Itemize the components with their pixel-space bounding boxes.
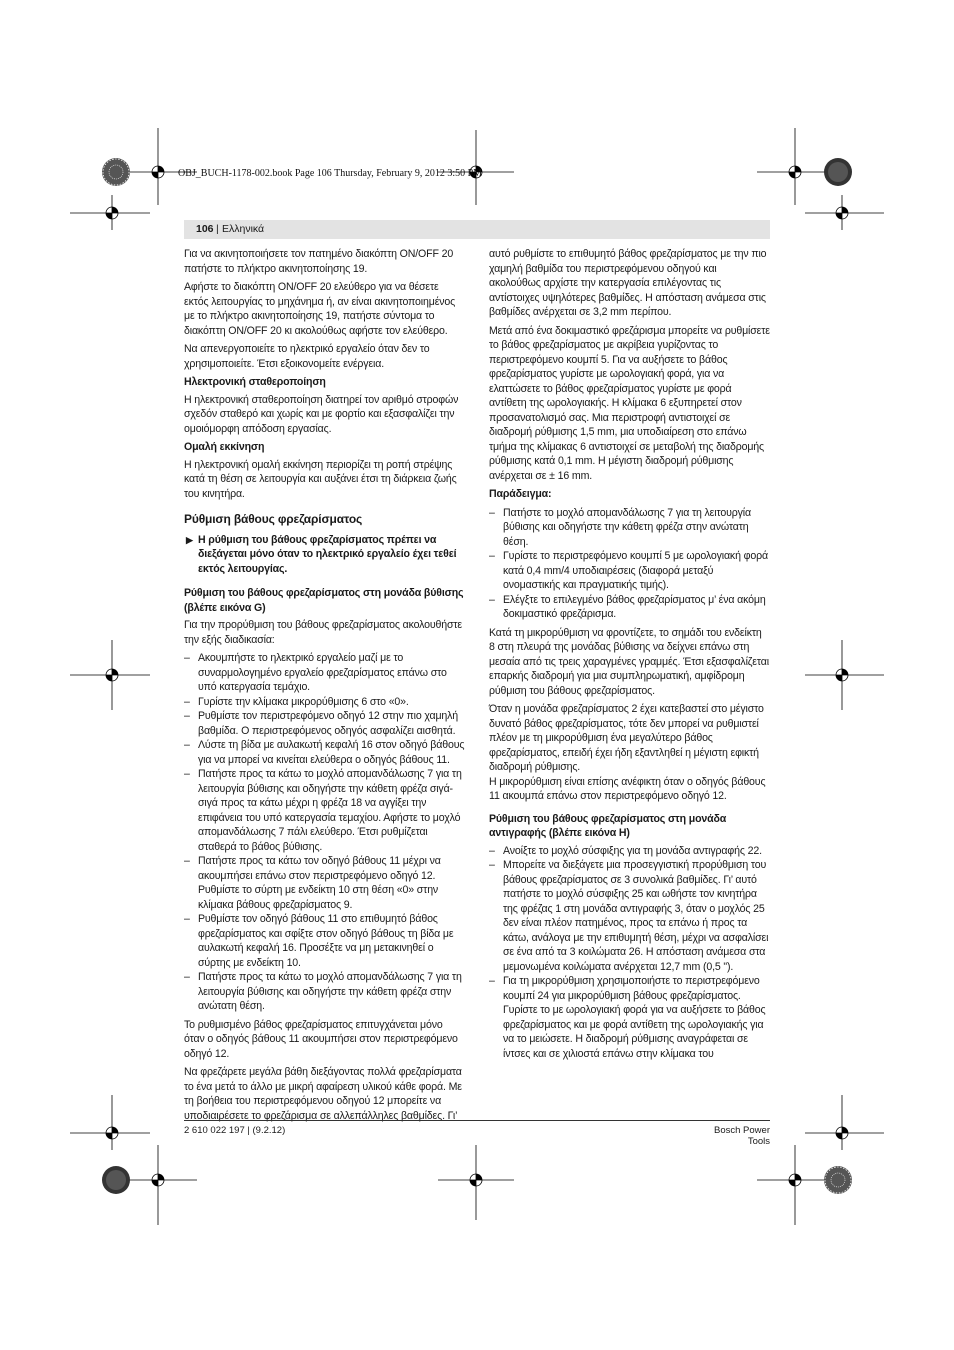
section-heading: Ρύθμιση του βάθους φρεζαρίσματος στη μονάδα αντιγραφής (βλέπε εικόνα H) [489,812,727,839]
file-header: OBJ_BUCH-1178-002.book Page 106 Thursday, February 9, 2012 3:50 PM [178,168,483,179]
paragraph: Μετά από ένα δοκιμαστικό φρεζάρισμα μπορείτε να ρυθμίσετε το βάθος φρεζαρίσματος με ακρίβεια γυρίζοντας το περιστρεφόμενο κουμπί 5. Για να αυξήσετε το βάθος φρεζαρίσματος γυρίστε με ωρολογιακή φορά, για να ελαττώσετε το βάθος φρεζαρίσματος γυρίστε με φορά αντίθετη της ωρολογιακής. Η κλίμακα 6 εξυπηρετεί στον προσανατολισμό σας. Μια περιστροφή αντιστοιχεί σε διαδρομή ρύθμισης 1,5 mm, μια υποδιαίρεση στο επάνω τμήμα της κλίμακας 6 αντιστοιχεί σε μεταβολή της διαδρομής ρύθμισης κατά 0,1 mm. Η μέγιστη διαδρομή ρύθμισης ανέρχεται σε ± 16 mm. [489,324,770,482]
list-item: – Ανοίξτε το μοχλό σύσφιξης για τη μονάδα αντιγραφής 22. [489,844,770,859]
page-header-bar [184,220,770,239]
list-item: – Πατήστε προς τα κάτω το μοχλό απομανδάλωσης 7 για τη λειτουργία βύθισης και οδηγήστε την κάθετη φρέζα σιγά-σιγά προς τα κάτω μέχρι η φρέζα 18 να αγγίξει την επιφάνεια του υπό κατεργασία τεμαχίου. Αφήστε το μοχλό απομανδάλωσης 7 πάλι ελεύθερο. Έτσι ρυθμίζεται σταθερά το βάθος βύθισης. [184,767,465,854]
paragraph: Κατά τη μικρορύθμιση να φροντίζετε, το σημάδι του ενδείκτη 8 στη πλευρά της μονάδας βύθισης να δείχνει επάνω στη μεσαία από τις τρεις χαραγμένες γραμμές. Έτσι εξασφαλίζεται επαρκής διαδρομή για μια συμπληρωματική, αμφίδρομη ρύθμιση του βάθους φρεζαρίσματος. [489,626,769,697]
list-item: – Πατήστε προς τα κάτω τον οδηγό βάθους 11 μέχρι να ακουμπήσει επάνω στον περιστρεφόμενο οδηγό 12. Ρυθμίστε το σύρτη με ενδείκτη 10 στη θέση «0» στην κλίμακα βάθους φρεζαρίσματος 9. [184,854,465,912]
step-list [184,651,465,1014]
paragraph: Η ηλεκτρονική ομαλή εκκίνηση περιορίζει τη ροπή στρέψης κατά τη θέση σε λειτουργία και αυξάνει έτσι τη διάρκεια ζωής του κινητήρα. [184,458,457,500]
paragraph: αυτό ρυθμίστε το επιθυμητό βάθος φρεζαρίσματος με την πιο χαμηλή βαθμίδα του περιστρεφόμενου οδηγού και ακολούθως αρχίστε την κατεργασία επιλέγοντας τις αντίστοιχες υψηλότερες βαθμίδες. Η απόσταση ανάμεσα στις βαθμίδες ανέρχεται σε 3,2 mm περίπου. [489,248,767,318]
list-item: – Ελέγξτε το επιλεγμένο βάθος φρεζαρίσματος μ’ ένα ακόμη δοκιμαστικό φρεζάρισμα. [489,593,770,622]
section-heading: Ρύθμιση του βάθους φρεζαρίσματος στη μονάδα βύθισης (βλέπε εικόνα G) [184,587,464,614]
step-list [489,506,770,622]
example-label: Παράδειγμα: [489,488,552,500]
list-item: – Για τη μικρορύθμιση χρησιμοποιήστε το περιστρεφόμενο κουμπί 24 για μικρορύθμιση βάθους φρεζαρίσματος. Γυρίστε το με ωρολογιακή φορά για να αυξήσετε το βάθος φρεζαρίσματος και με φορά αντίθετη της ωρολογιακής για να το μειώσετε. Η διαδρομή ρύθμισης αναγράφεται σε ίντσες και σε χιλιοστά επάνω στην κλίμακα του [489,974,770,1061]
paragraph: Να φρεζάρετε μεγάλα βάθη διεξάγοντας πολλά φρεζαρίσματα το ένα μετά το άλλο με μικρή αφαίρεση υλικού κάθε φορά. Με τη βοήθεια του περιστρεφόμενου οδηγού 12 μπορείτε να υποδιαιρέσετε το φρεζάρισμα σε αλλεπάλληλες βαθμίδες. Γι’ [184,1066,462,1122]
list-item: – Ακουμπήστε το ηλεκτρικό εργαλείο μαζί με το συναρμολογημένο εργαλείο φρεζαρίσματος επάνω στο υπό κατεργασία τεμάχιο. [184,651,465,695]
warning-note [184,533,465,577]
paragraph: Για την προρύθμιση του βάθους φρεζαρίσματος ακολουθήστε την εξής διαδικασία: [184,619,463,646]
chapter-heading: Ρύθμιση βάθους φρεζαρίσματος [184,512,363,526]
list-item: – Μπορείτε να διεξάγετε μια προσεγγιστική προρύθμιση του βάθους φρεζαρίσματος σε 3 συνολικά βαθμίδες. Γι’ αυτό πατήστε το μοχλό σύσφιξης 25 και ωθήστε τον κινητήρα της φρέζας 1 στη μονάδα αντιγραφής 3, όταν ο μοχλός 25 δεν είναι πλέον πατημένος, προς τα επάνω ή προς τα κάτω, ανάλογα με την επιθυμητή θέση, μέχρι να ασφαλίσει σε ένα από τα 3 κοιλώματα 26. Η απόσταση ανάμεσα στα μεμονωμένα κοιλώματα ανέρχεται 12,7 mm (0,5 "). [489,858,770,974]
list-item: – Πατήστε το μοχλό απομανδάλωσης 7 για τη λειτουργία βύθισης και οδηγήστε την κάθετη φρέζα στην ανώτατη θέση. [489,506,770,550]
paragraph: Για να ακινητοποιήσετε τον πατημένο διακόπτη ON/OFF 20 πατήστε το πλήκτρο ακινητοποίησης 19. [184,248,454,275]
list-item: – Ρυθμίστε τον οδηγό βάθους 11 στο επιθυμητό βάθος φρεζαρίσματος και σφίξτε στον οδηγό βάθους τη βίδα με αυλακωτή κεφαλή 16. Προσέξτε να μη μετακινηθεί ο σύρτης με ενδείκτη 10. [184,912,465,970]
list-item: – Γυρίστε το περιστρεφόμενο κουμπί 5 με ωρολογιακή φορά κατά 0,4 mm/4 υποδιαιρέσεις (διαφορά μεταξύ ονομαστικής και πραγματικής τιμής). [489,549,770,593]
paragraph: Η μικρορύθμιση είναι επίσης ανέφικτη όταν ο οδηγός βάθους 11 ακουμπά επάνω στον περιστρεφόμενο οδηγό 12. [489,775,766,802]
paragraph: Το ρυθμισμένο βάθος φρεζαρίσματος επιτυγχάνεται μόνο όταν ο οδηγός βάθους 11 ακουμπήσει στον περιστρεφόμενο οδηγό 12. [184,1018,458,1060]
warning-text: Η ρύθμιση του βάθους φρεζαρίσματος πρέπει να διεξάγεται μόνο όταν το ηλεκτρικό εργαλείο έχει τεθεί εκτός λειτουργίας. [198,533,457,575]
page-number: 106 [196,223,214,235]
section-heading: Ομαλή εκκίνηση [184,441,265,453]
example-paragraph [489,487,770,502]
paragraph: Η ηλεκτρονική σταθεροποίηση διατηρεί τον αριθμό στροφών σχεδόν σταθερό και χωρίς και με φορτίο και εξασφαλίζει την ομοιόμορφη απόδοση εργασίας. [184,393,459,435]
right-column [489,247,770,1065]
footer-doc-number: 2 610 022 197 | (9.2.12) [184,1125,286,1136]
footer-rule [184,1120,770,1121]
list-item: – Λύστε τη βίδα με αυλακωτή κεφαλή 16 στον οδηγό βάθους για να μπορεί να κινείται ελεύθερα ο οδηγός βάθους 11. [184,738,465,767]
paragraph: Να απενεργοποιείτε το ηλεκτρικό εργαλείο όταν δεν το χρησιμοποιείτε. Έτσι εξοικονομείτε ενέργεια. [184,343,430,370]
step-list [489,844,770,1062]
footer-brand: Bosch Power Tools [714,1125,770,1147]
triangle-bullet-icon: ▶ [186,534,193,545]
left-column [184,247,465,1127]
page-separator: | [216,223,219,235]
list-item: – Πατήστε προς τα κάτω το μοχλό απομανδάλωσης 7 για τη λειτουργία βύθισης και οδηγήστε την κάθετη φρέζα στην ανώτατη θέση. [184,970,465,1014]
language-label: Ελληνικά [222,223,265,235]
paragraph: Όταν η μονάδα φρεζαρίσματος 2 έχει κατεβαστεί στο μέγιστο δυνατό βάθος φρεζαρίσματος, τότε δεν μπορεί να ρυθμιστεί πλέον με τη μικρορύθμιση ένα μεγαλύτερο βάθος φρεζαρίσματος, επειδή έχει ήδη εξαντληθεί η μέγιστη εφικτή διαδρομή ρύθμισης. [489,703,764,773]
paragraph: Αφήστε το διακόπτη ON/OFF 20 ελεύθερο για να θέσετε εκτός λειτουργίας το μηχάνημα ή, αν είναι ακινητοποιημένος με το πλήκτρο ακινητοποίησης 19, πατήστε σύντομα το διακόπτη ON/OFF 20 κι ακολούθως αφήστε τον ελεύθερο. [184,281,456,337]
section-heading: Ηλεκτρονική σταθεροποίηση [184,376,326,388]
list-item: – Ρυθμίστε τον περιστρεφόμενο οδηγό 12 στην πιο χαμηλή βαθμίδα. Ο περιστρεφόμενος οδηγός ασφαλίζει αισθητά. [184,709,465,738]
list-item: – Γυρίστε την κλίμακα μικρορύθμισης 6 στο «0». [184,695,465,710]
